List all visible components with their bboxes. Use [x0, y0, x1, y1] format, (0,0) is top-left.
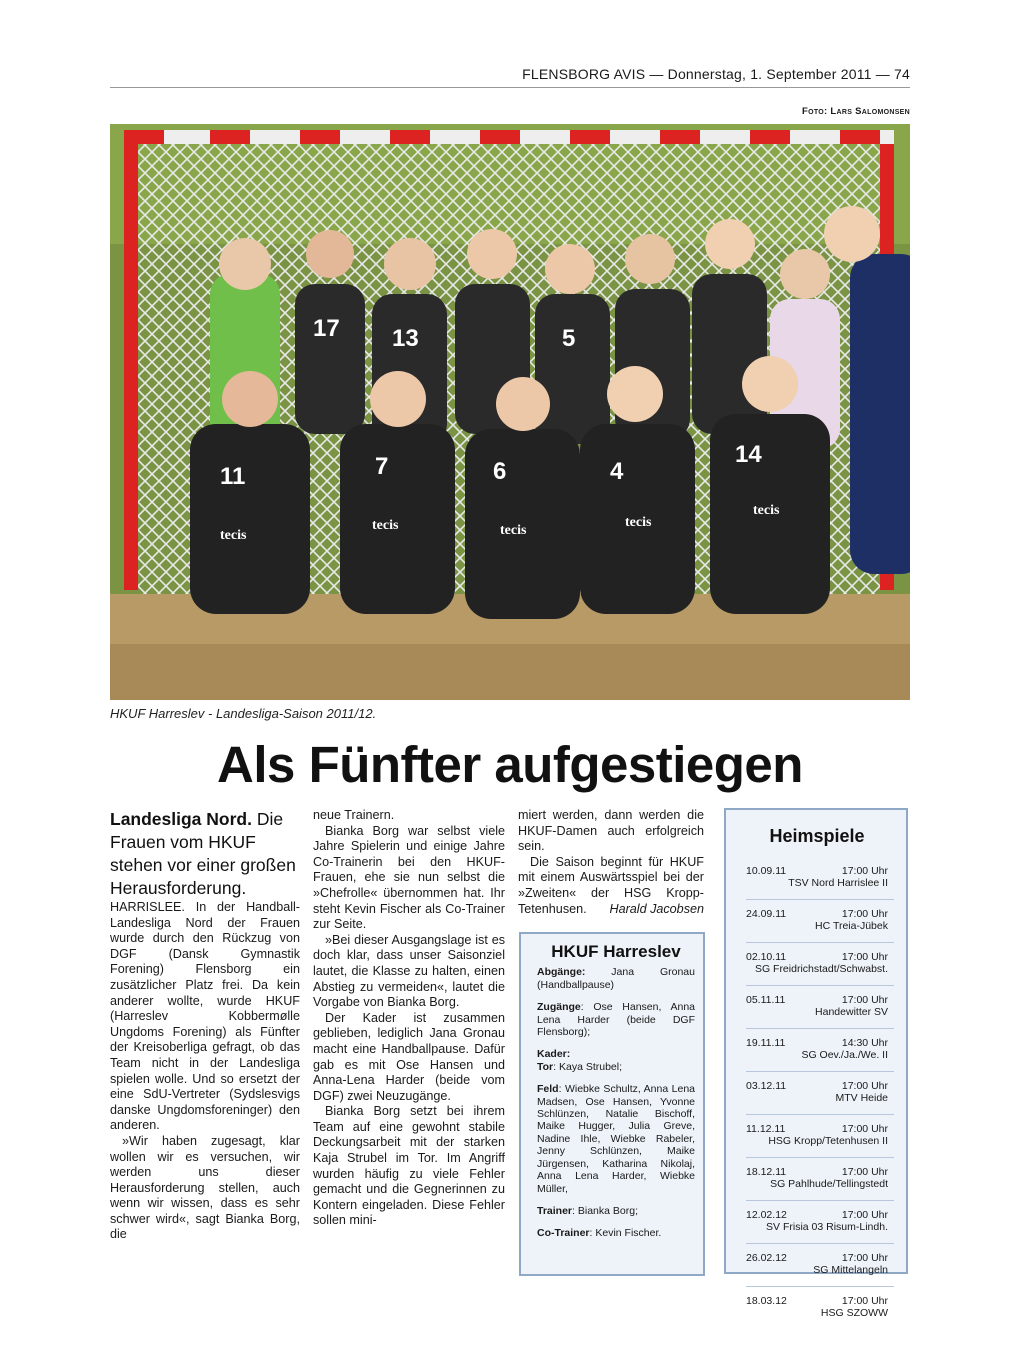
divider	[746, 1243, 894, 1244]
home-game-item	[740, 865, 894, 899]
roster-field-players	[537, 1083, 695, 1195]
game-date: 24.09.11	[746, 908, 787, 920]
label: Kader:	[537, 1048, 571, 1061]
running-header: FLENSBORG AVIS — Donnerstag, 1. September 2011 — 74	[522, 66, 910, 82]
value: : Bianka Borg;	[572, 1204, 638, 1217]
paragraph: »Bei dieser Ausgangslage ist es doch klar, dass unser Saisonziel lautet, die Klasse zu halten, einen Abstieg zu vermeiden«, lautet die Vorgabe von Bianka Borg.	[313, 932, 505, 1010]
game-opponent: HSG SZOWW	[820, 1307, 888, 1319]
value: : Wiebke Schultz, Anna Lena Madsen, Ose Hansen, Yvonne Schlünzen, Natalie Bischoff, Maike Hugger, Julia Greve, Nadine Ihle, Wiebke Rabeler, Jenny Schlünzen, Maike Jürgensen, Katharina Nikolaj, Anna Lena Harder, Wiebke Müller,	[537, 1083, 695, 1195]
home-games-list	[740, 865, 894, 1329]
game-date: 12.02.12	[746, 1209, 787, 1221]
game-opponent: HC Treia-Jübek	[815, 920, 888, 932]
value: : Kaya Strubel;	[553, 1060, 623, 1073]
game-time: 17:00 Uhr	[841, 994, 888, 1006]
divider	[746, 899, 894, 900]
jersey-number: 7	[375, 453, 389, 480]
label: Abgänge:	[537, 966, 586, 979]
paragraph	[518, 855, 704, 917]
home-game-item	[740, 951, 894, 985]
shirt-sponsor: tecis	[625, 515, 652, 530]
paragraph: HARRISLEE. In der Handball-Landesliga Nord der Frauen wurde durch den Rückzug von DGF (Dansk Gymnastik Forening) Flensborg ein zusätzlicher Platz frei. Da kein anderer wollte, wurde HKUF (Harreslev Kobbermølle Ungdoms Forening) als Fünfter der Kreisoberliga gefragt, ob das Team nicht in der Landesliga spielen wolle. Und so ersetzt der eine SdU-Vertreter (Sydslesvigs danske Ungdomsforeninger) den anderen.	[110, 900, 300, 1133]
home-games-title: Heimspiele	[769, 826, 865, 846]
photo-credit: Foto: Lars Salomonsen	[801, 106, 910, 117]
label: Tor	[537, 1060, 554, 1073]
home-games-box	[724, 808, 908, 1319]
team-photo	[110, 124, 910, 700]
game-date: 05.11.11	[746, 994, 786, 1006]
game-time: 17:00 Uhr	[841, 951, 888, 963]
home-game-item	[740, 1123, 894, 1157]
team-photo-illustration	[110, 124, 910, 700]
divider	[746, 942, 894, 943]
divider	[746, 1028, 894, 1029]
roster-box	[519, 932, 705, 1276]
lede-text: Die Frauen vom HKUF stehen vor einer großen Herausforderung.	[110, 809, 296, 898]
game-opponent: SG Oev./Ja./We. II	[801, 1049, 888, 1061]
game-date: 02.10.11	[746, 951, 787, 963]
game-date: 26.02.12	[746, 1252, 787, 1264]
game-date: 18.03.12	[746, 1295, 787, 1307]
game-date: 19.11.11	[746, 1037, 786, 1049]
game-time: 17:00 Uhr	[841, 1080, 888, 1092]
game-time: 17:00 Uhr	[841, 865, 888, 877]
game-opponent: TSV Nord Harrislee II	[788, 877, 888, 889]
game-opponent: MTV Heide	[835, 1092, 888, 1104]
jersey-number: 11	[220, 463, 246, 490]
game-opponent: SG Pahlhude/Tellingstedt	[770, 1178, 888, 1190]
article-column-3	[518, 808, 704, 917]
value: : Kevin Fischer.	[589, 1227, 662, 1240]
home-game-item	[740, 908, 894, 942]
paragraph: Bianka Borg setzt bei ihrem Team auf eine gewohnt stabile Deckungsarbeit mit der starken Kaja Strubel im Tor. Im Angriff wurden häufig zu viele Fehler gemacht und die Gegnerinnen zu Kontern eingeladen. Diese Fehler sollen mini-	[313, 1104, 505, 1228]
divider	[746, 1200, 894, 1201]
label: Zugänge	[537, 1001, 581, 1014]
divider	[746, 985, 894, 986]
author-byline: Harald Jacobsen	[609, 901, 704, 916]
home-game-item	[740, 1295, 894, 1329]
home-game-item	[740, 1166, 894, 1200]
lede	[110, 808, 300, 900]
game-time: 17:00 Uhr	[841, 1295, 888, 1307]
roster-departures	[537, 966, 695, 991]
game-opponent: Handewitter SV	[815, 1006, 888, 1018]
label: Feld	[537, 1083, 559, 1096]
game-date: 10.09.11	[746, 865, 787, 877]
paragraph: Bianka Borg war selbst viele Jahre Spielerin und einige Jahre Co-Trainerin bei den HKUF-Frauen, ehe sie nun selbst die »Chefrolle« übernommen hat. Ihr steht Kevin Fischer als Co-Trainer zur Seite.	[313, 823, 505, 932]
jersey-number: 4	[610, 458, 624, 485]
paragraph-text: Die Saison beginnt für HKUF mit einem Auswärtsspiel bei der »Zweiten« der HSG Kropp-Tetenhusen.	[518, 854, 704, 916]
divider	[746, 1157, 894, 1158]
roster-goalkeeper	[537, 1061, 695, 1073]
roster-cotrainer	[537, 1227, 695, 1239]
home-game-item	[740, 1209, 894, 1243]
game-opponent: HSG Kropp/Tetenhusen II	[768, 1135, 888, 1147]
game-date: 18.12.11	[746, 1166, 787, 1178]
home-game-item	[740, 1252, 894, 1286]
game-time: 17:00 Uhr	[841, 1166, 888, 1178]
paragraph: neue Trainern.	[313, 808, 395, 822]
label: Co-Trainer	[537, 1227, 590, 1240]
shirt-sponsor: tecis	[372, 518, 399, 533]
jersey-number: 5	[562, 325, 576, 352]
article-column-1	[110, 808, 300, 1243]
game-date: 03.12.11	[746, 1080, 787, 1092]
divider	[746, 1286, 894, 1287]
game-opponent: SG Mittelangeln	[813, 1264, 888, 1276]
game-time: 17:00 Uhr	[841, 1252, 888, 1264]
lede-kicker: Landesliga Nord.	[110, 809, 252, 829]
game-opponent: SV Frisia 03 Risum-Lindh.	[766, 1221, 888, 1233]
game-opponent: SG Freidrichstadt/Schwabst.	[754, 963, 888, 975]
divider	[746, 1071, 894, 1072]
game-time: 17:00 Uhr	[841, 1123, 888, 1135]
label: Trainer	[537, 1204, 573, 1217]
value: Jana Gronau (Handballpause)	[537, 966, 695, 991]
roster-trainer	[537, 1205, 695, 1217]
jersey-number: 6	[493, 458, 507, 485]
paragraph: miert werden, dann werden die HKUF-Damen auch erfolgreich sein.	[518, 808, 704, 854]
jersey-number: 14	[735, 441, 762, 468]
game-time: 14:30 Uhr	[841, 1037, 888, 1049]
headline: Als Fünfter aufgestiegen	[217, 736, 803, 793]
shirt-sponsor: tecis	[500, 523, 527, 538]
jersey-number: 17	[313, 315, 340, 342]
jersey-number: 13	[392, 325, 419, 352]
roster-title: HKUF Harreslev	[551, 942, 681, 961]
roster-squad-label	[537, 1048, 695, 1060]
article-column-2	[313, 808, 505, 1229]
paragraph: Der Kader ist zusammen geblieben, lediglich Jana Gronau macht eine Handballpause. Dafür gab es mit Ose Hansen und Anna-Lena Harder (beide vom DGF) zwei Neuzugänge.	[313, 1010, 505, 1103]
shirt-sponsor: tecis	[220, 528, 247, 543]
roster-arrivals	[537, 1001, 695, 1038]
header-rule	[110, 87, 910, 88]
home-game-item	[740, 994, 894, 1028]
shirt-sponsor: tecis	[753, 503, 780, 518]
home-game-item	[740, 1037, 894, 1071]
game-date: 11.12.11	[746, 1123, 786, 1135]
photo-caption: HKUF Harreslev - Landesliga-Saison 2011/12.	[110, 706, 377, 721]
divider	[746, 1114, 894, 1115]
paragraph: »Wir haben zugesagt, klar wollen wir es versuchen, wir werden uns dieser Herausforderung stellen, auch wenn wir wissen, dass es sehr schwer wird«, sagt Bianka Borg, die	[110, 1133, 300, 1242]
value: : Ose Hansen, Anna Lena Harder (beide DGF Flensborg);	[537, 1001, 695, 1039]
game-time: 17:00 Uhr	[841, 908, 888, 920]
home-game-item	[740, 1080, 894, 1114]
game-time: 17:00 Uhr	[841, 1209, 888, 1221]
